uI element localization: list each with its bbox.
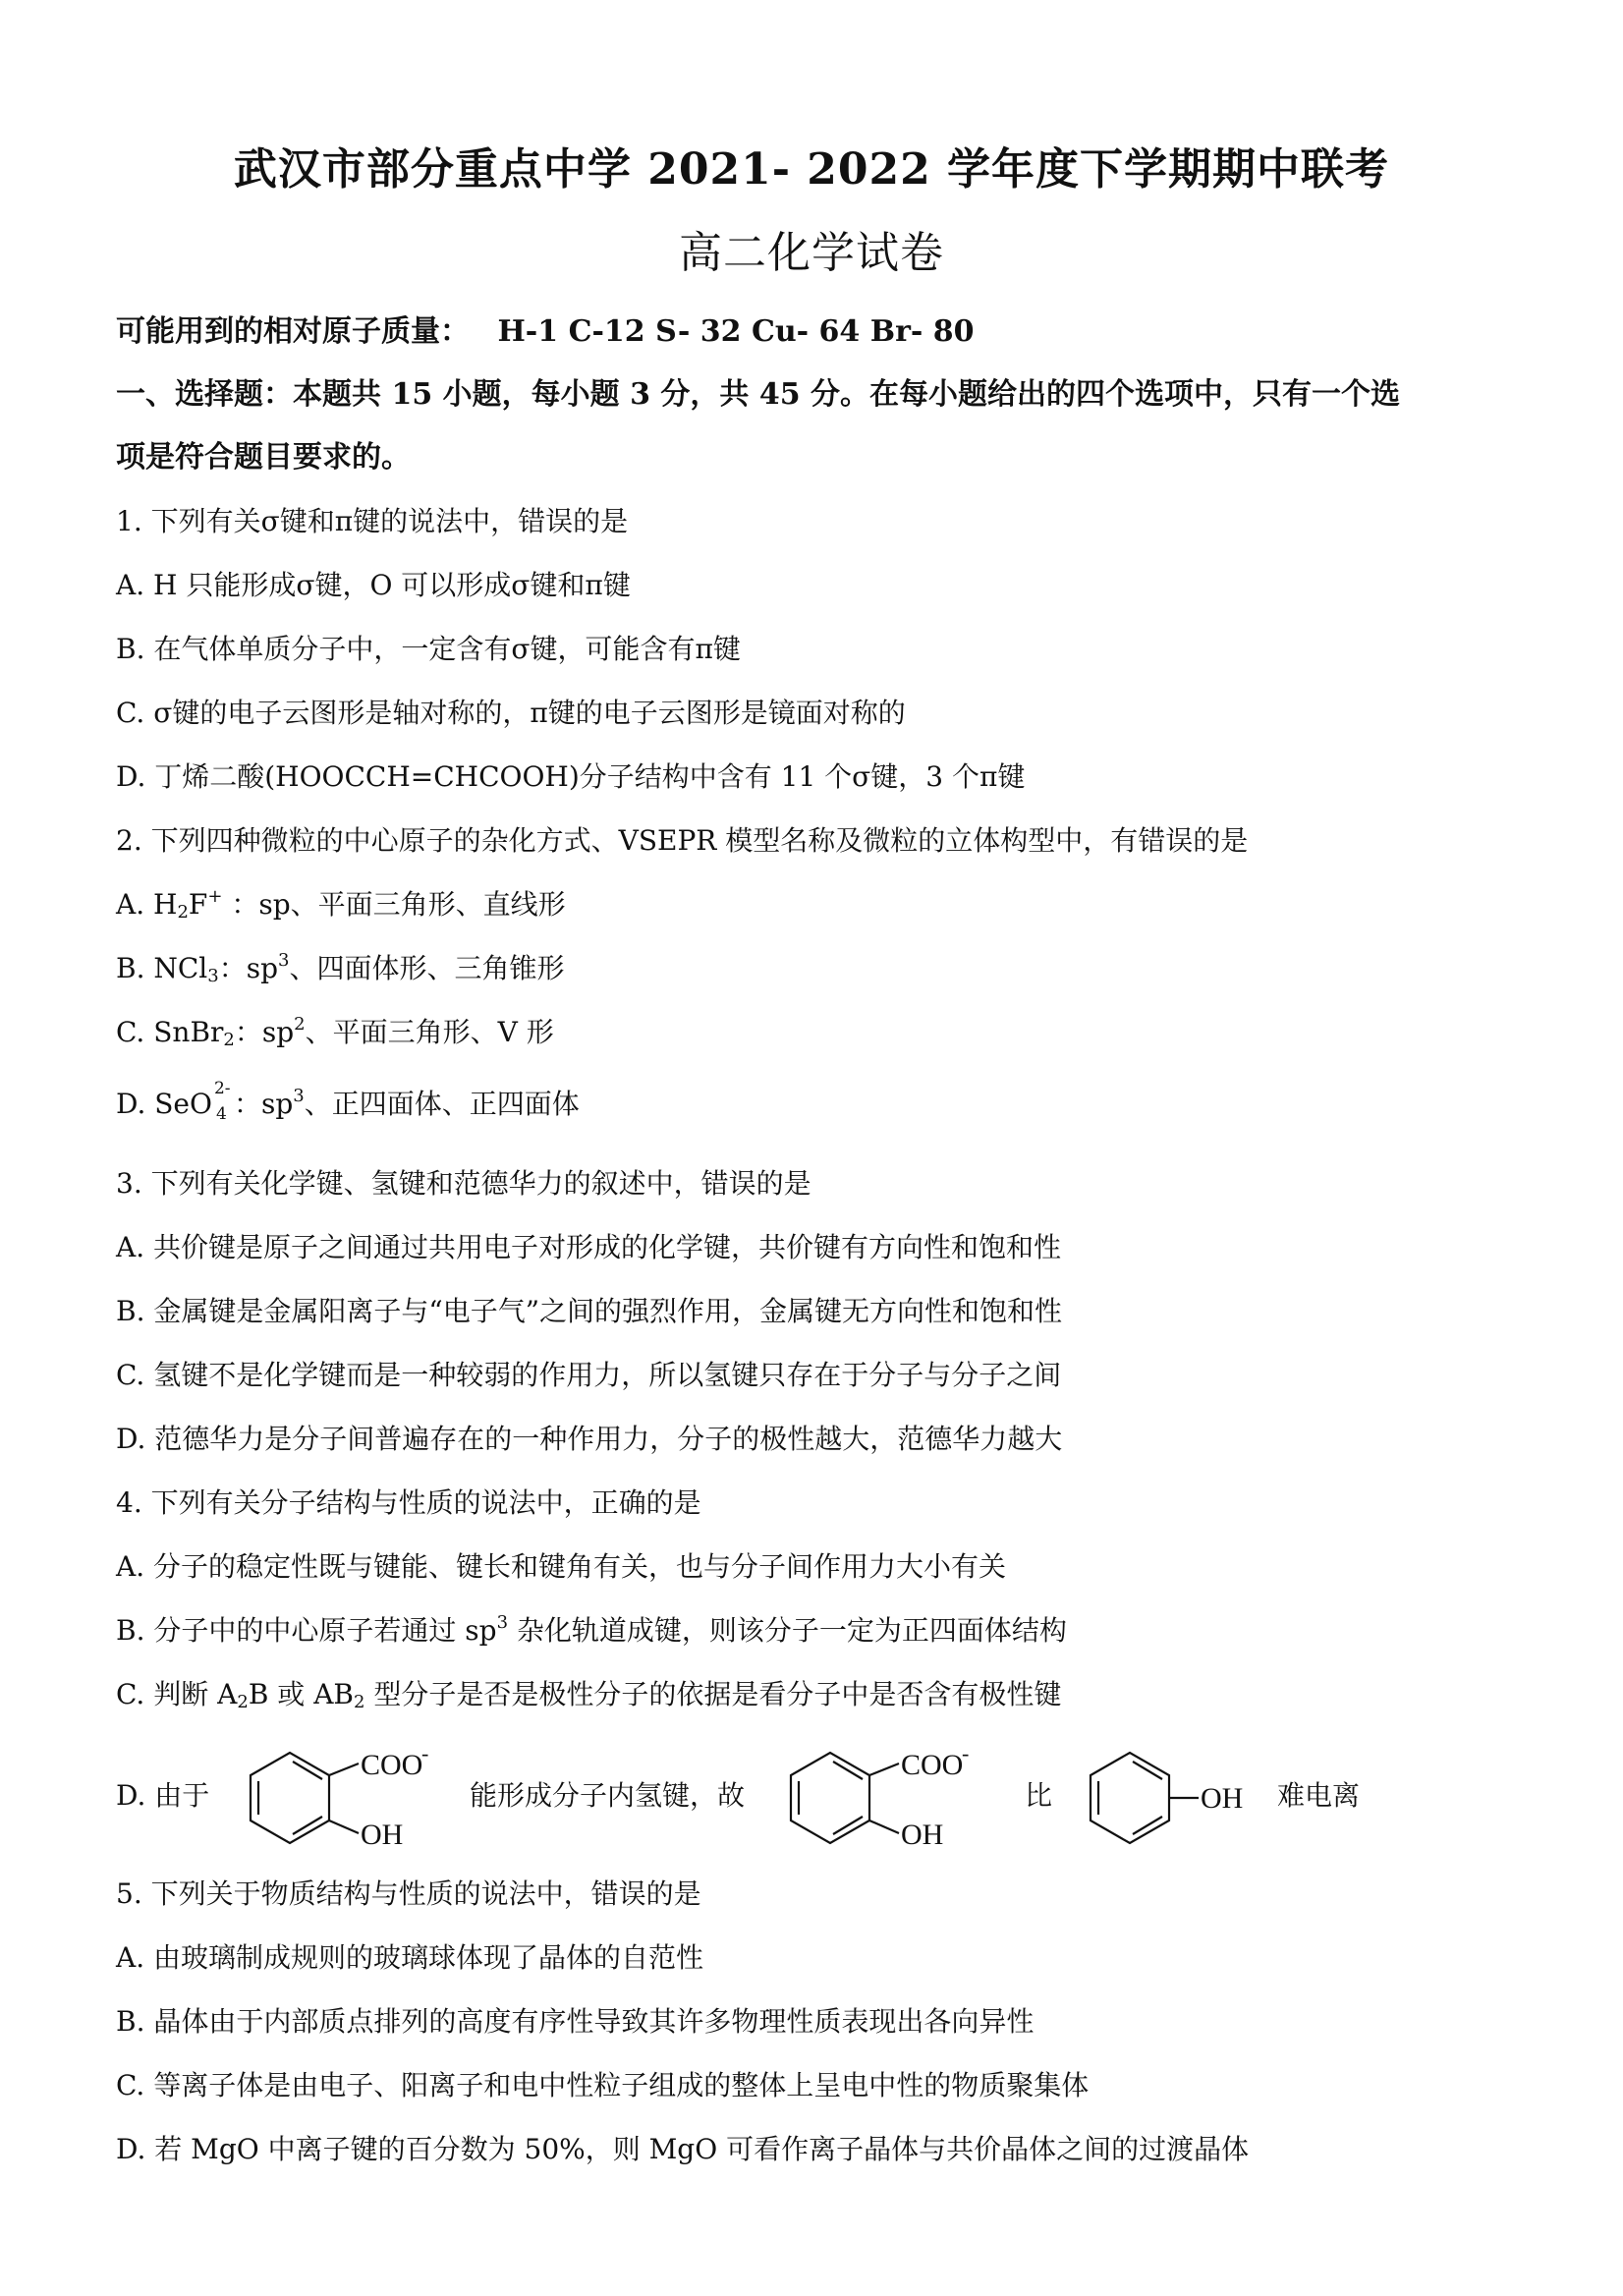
- q2-a-sub: 2: [177, 902, 189, 923]
- q2-d-index: 4: [215, 1103, 227, 1124]
- q2-option-d: [116, 1078, 580, 1124]
- ring1-double-bond-c: [293, 1817, 322, 1834]
- q3-option-a: A. 共价键是原子之间通过共用电子对形成的化学键，共价键有方向性和饱和性: [116, 1231, 1062, 1263]
- q2-b-sup: 3: [278, 950, 290, 971]
- ring2-double-bond-b: [833, 1762, 863, 1779]
- salicylate-structure-1: [211, 1724, 467, 1862]
- phenol-structure: [1051, 1724, 1297, 1862]
- ring2-coo-bond: [869, 1764, 899, 1775]
- q2-c-rest: 、平面三角形、V 形: [305, 1016, 554, 1048]
- q2-option-b: [116, 947, 564, 986]
- benzene-ring-3: [1091, 1753, 1169, 1843]
- q4-c-mid: B 或 AB: [248, 1678, 354, 1710]
- q2-a-rest: ：sp、平面三角形、直线形: [222, 888, 566, 921]
- q1-stem: 1. 下列有关σ键和π键的说法中，错误的是: [116, 505, 629, 537]
- q3-option-c: C. 氢键不是化学键而是一种较弱的作用力，所以氢键只存在于分子与分子之间: [116, 1359, 1062, 1391]
- section-heading-line2: 项是符合题目要求的。: [116, 440, 411, 475]
- ring2-oh-bond: [869, 1820, 899, 1833]
- ring1-oh-bond: [329, 1820, 359, 1833]
- coo-label-1: COO: [361, 1749, 423, 1781]
- q2-d-charge: 2-: [213, 1078, 231, 1098]
- q5-option-b: B. 晶体由于内部质点排列的高度有序性导致其许多物理性质表现出各向异性: [116, 2005, 1035, 2038]
- coo-charge-2: -: [962, 1741, 970, 1765]
- oh-label-1: OH: [361, 1819, 404, 1851]
- q2-c-sub: 2: [223, 1030, 235, 1050]
- ring1-double-bond-b: [293, 1762, 322, 1779]
- ring1-coo-bond: [329, 1764, 359, 1775]
- coo-label-2: COO: [901, 1749, 964, 1781]
- q2-d-mid: ：sp: [233, 1088, 294, 1120]
- q4-b-prefix: B. 分子中的中心原子若通过 sp: [116, 1614, 497, 1647]
- q4-b-rest: 杂化轨道成键，则该分子一定为正四面体结构: [508, 1614, 1067, 1647]
- q2-option-a: [116, 883, 566, 923]
- q1-option-a: A. H 只能形成σ键，O 可以形成σ键和π键: [116, 569, 631, 601]
- q2-b-rest: 、四面体形、三角锥形: [289, 952, 565, 984]
- q4-option-a: A. 分子的稳定性既与键能、键长和键角有关，也与分子间作用力大小有关: [116, 1550, 1007, 1583]
- benzene-ring-2: [791, 1753, 869, 1843]
- section-heading-line1: 一、选择题：本题共 15 小题，每小题 3 分，共 45 分。在每小题给出的四个选项中，只有一个选: [116, 377, 1401, 412]
- q1-option-c: C. σ键的电子云图形是轴对称的，π键的电子云图形是镜面对称的: [116, 697, 906, 729]
- q4-stem: 4. 下列有关分子结构与性质的说法中，正确的是: [116, 1486, 701, 1519]
- ring2-double-bond-c: [833, 1817, 863, 1834]
- q4-option-b: [116, 1609, 1067, 1649]
- oh-label-2: OH: [901, 1819, 944, 1851]
- q2-a-sup: +: [207, 886, 223, 907]
- q2-d-sup: 3: [293, 1086, 305, 1106]
- q4-d-end: 难电离: [1277, 1779, 1361, 1812]
- q2-a-mid: F: [188, 888, 208, 921]
- q5-option-d: D. 若 MgO 中离子键的百分数为 50%，则 MgO 可看作离子晶体与共价晶体之间的过渡晶体: [116, 2133, 1250, 2165]
- salicylate-structure-2: [752, 1724, 1007, 1862]
- q3-stem: 3. 下列有关化学键、氢键和范德华力的叙述中，错误的是: [116, 1167, 812, 1200]
- atomic-mass-label: 可能用到的相对原子质量：: [116, 314, 470, 349]
- q2-d-ion-script: [212, 1078, 234, 1124]
- atomic-mass-line: [116, 307, 975, 350]
- q4-d-mid2: 比: [1025, 1779, 1053, 1812]
- q2-b-mid: ：sp: [218, 952, 279, 984]
- q4-c-sub1: 2: [237, 1692, 249, 1712]
- q2-stem: 2. 下列四种微粒的中心原子的杂化方式、VSEPR 模型名称及微粒的立体构型中，有错误的是: [116, 824, 1249, 857]
- atomic-mass-values: H-1 C-12 S- 32 Cu- 64 Br- 80: [497, 314, 975, 349]
- q2-c-prefix: C. SnBr: [116, 1016, 224, 1048]
- q5-stem: 5. 下列关于物质结构与性质的说法中，错误的是: [116, 1877, 701, 1910]
- q4-c-rest: 型分子是否是极性分子的依据是看分子中是否含有极性键: [364, 1678, 1062, 1710]
- q2-d-prefix: D. SeO: [116, 1088, 212, 1120]
- q5-option-c: C. 等离子体是由电子、阳离子和电中性粒子组成的整体上呈电中性的物质聚集体: [116, 2069, 1090, 2101]
- q2-b-sub: 3: [207, 966, 219, 986]
- q2-c-mid: ：sp: [234, 1016, 295, 1048]
- q4-c-sub2: 2: [354, 1692, 365, 1712]
- q2-a-prefix: A. H: [116, 888, 178, 921]
- q4-option-c: [116, 1673, 1061, 1712]
- q2-c-sup: 2: [294, 1014, 306, 1035]
- q3-option-d: D. 范德华力是分子间普遍存在的一种作用力，分子的极性越大，范德华力越大: [116, 1423, 1063, 1455]
- ring3-double-bond-c: [1133, 1817, 1162, 1834]
- q3-option-b: B. 金属键是金属阳离子与“电子气”之间的强烈作用，金属键无方向性和饱和性: [116, 1295, 1063, 1327]
- q2-d-rest: 、正四面体、正四面体: [304, 1088, 580, 1120]
- q4-b-sup: 3: [496, 1612, 509, 1633]
- q1-option-b: B. 在气体单质分子中，一定含有σ键，可能含有π键: [116, 633, 741, 665]
- q5-option-a: A. 由玻璃制成规则的玻璃球体现了晶体的自范性: [116, 1941, 704, 1974]
- exam-title: 武汉市部分重点中学 2021- 2022 学年度下学期期中联考: [233, 144, 1390, 195]
- benzene-ring-1: [251, 1753, 329, 1843]
- q1-option-d: D. 丁烯二酸(HOOCCH=CHCOOH)分子结构中含有 11 个σ键，3 个π键: [116, 760, 1026, 793]
- exam-subtitle: 高二化学试卷: [679, 228, 944, 278]
- q4-d-prefix: D. 由于: [116, 1779, 210, 1812]
- coo-charge-1: -: [421, 1741, 429, 1765]
- q4-d-mid1: 能形成分子内氢键，故: [470, 1779, 746, 1812]
- ring3-double-bond-b: [1133, 1762, 1162, 1779]
- q4-c-prefix: C. 判断 A: [116, 1678, 238, 1710]
- q2-option-c: [116, 1011, 554, 1050]
- oh-label-3: OH: [1201, 1782, 1244, 1815]
- q2-b-prefix: B. NCl: [116, 952, 208, 984]
